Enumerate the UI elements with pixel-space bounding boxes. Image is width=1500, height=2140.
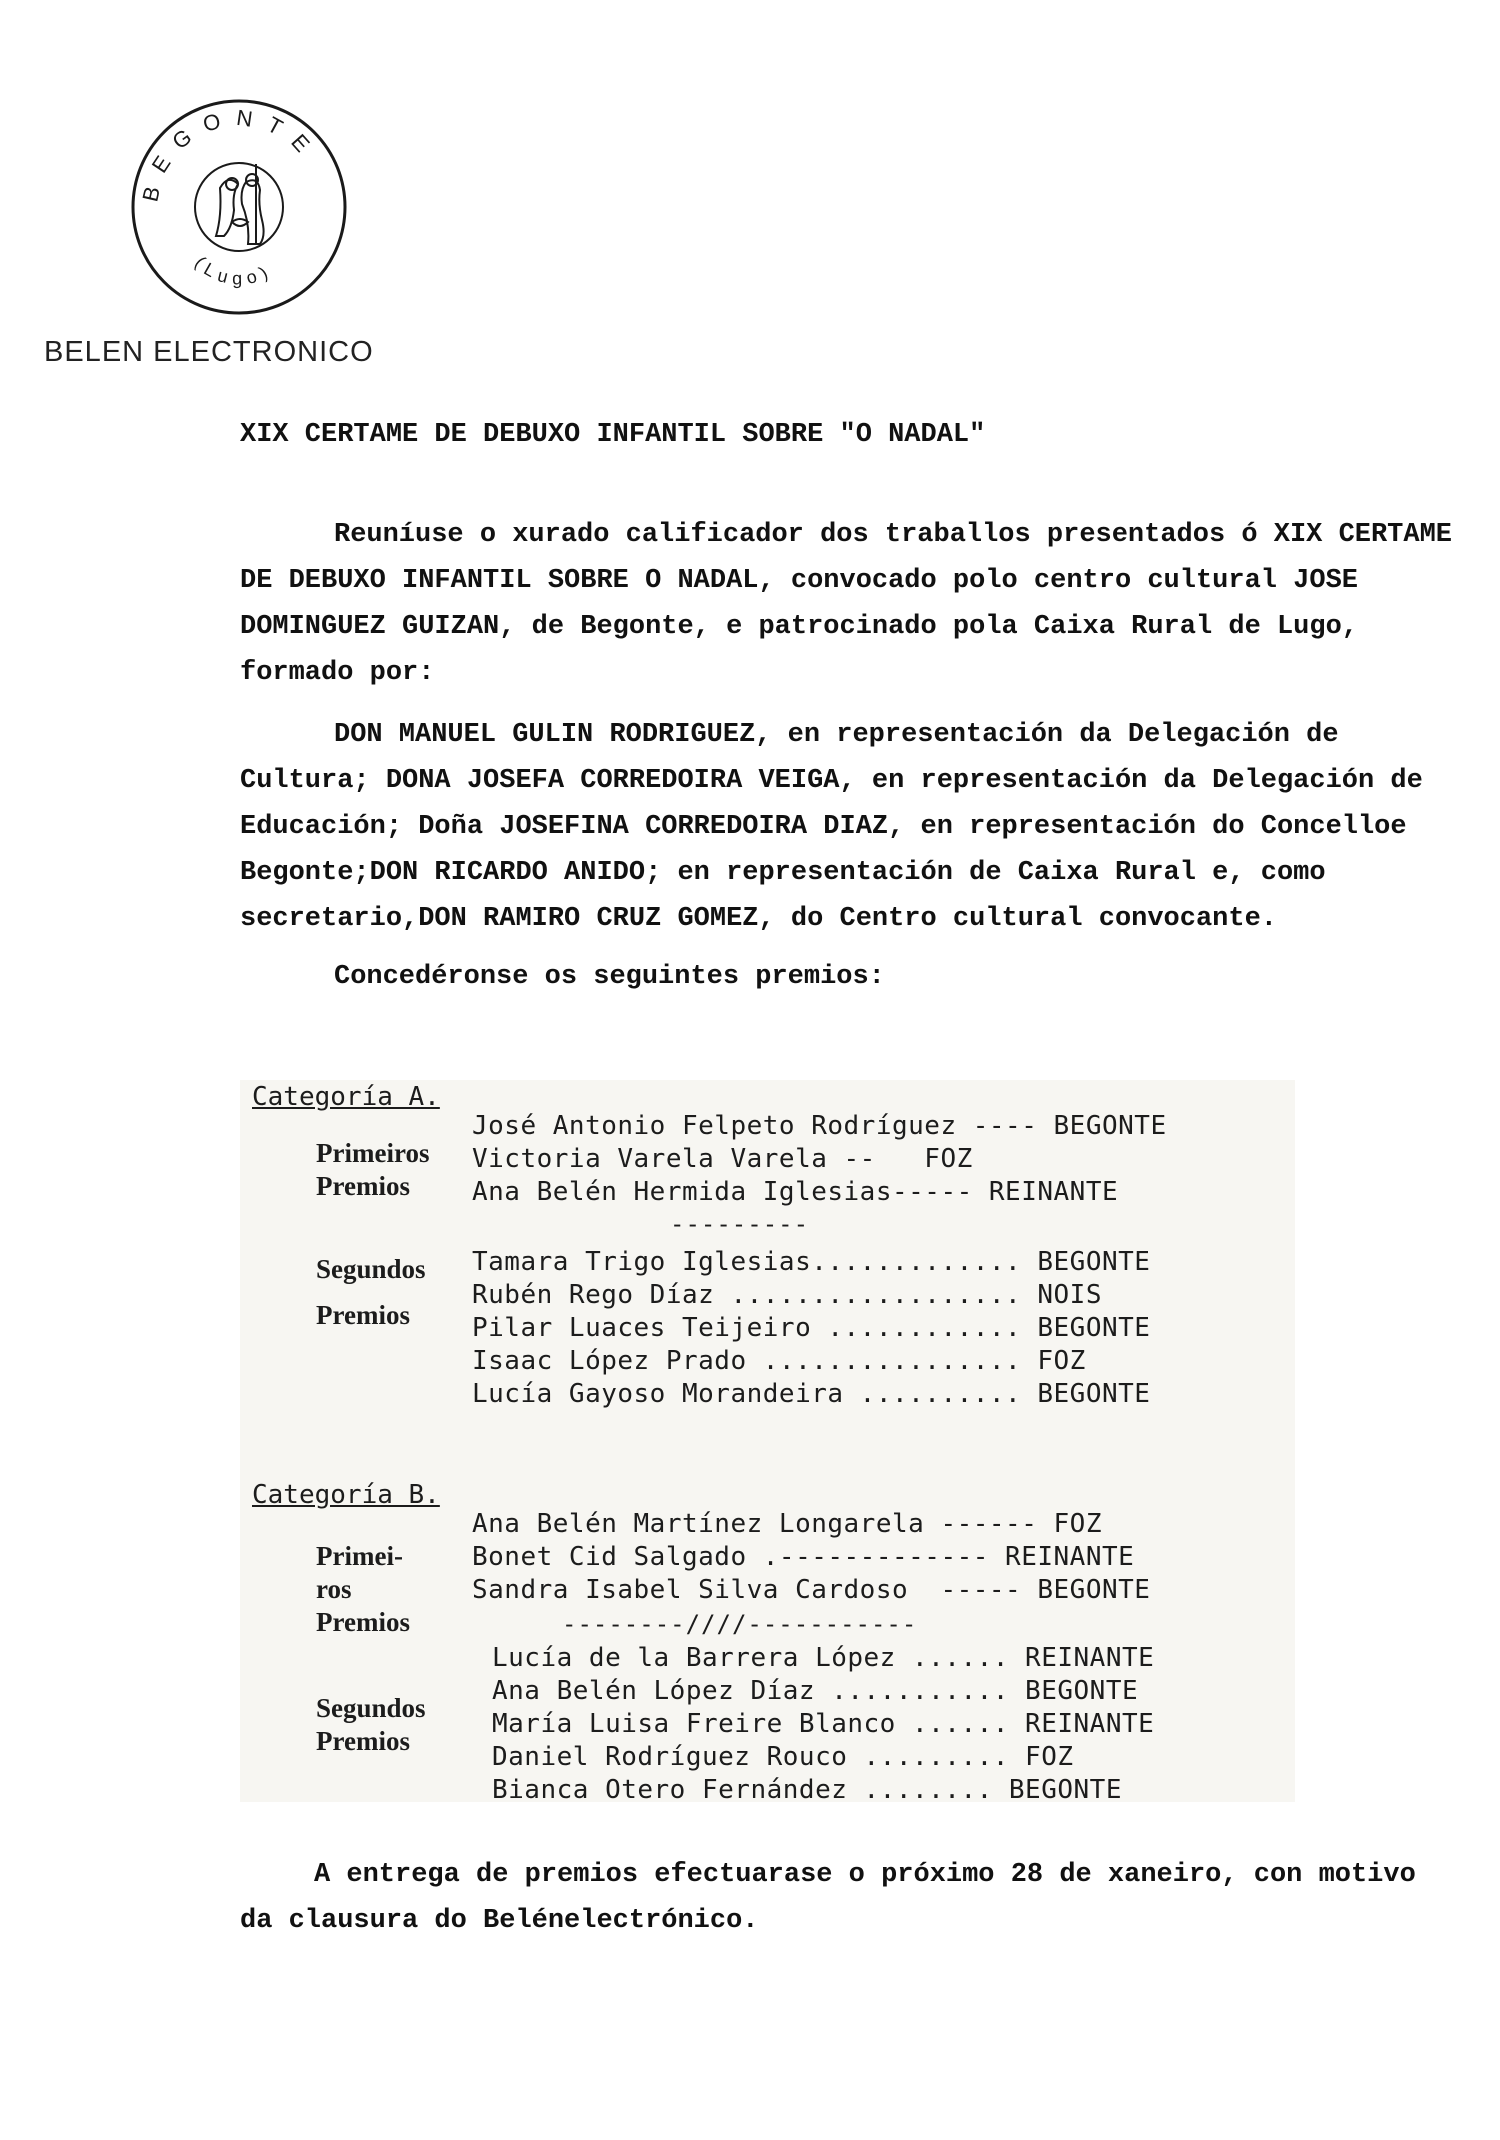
cat-b-second-prizes-label: Segundos Premios [316, 1693, 426, 1756]
paragraph-jury-text: Reuníuse o xurado calificador dos traballos presentados ó XIX CERTAME DE DEBUXO INFANTIL SOBRE O NADAL, convocado polo centro cultural JOSE DOMINGUEZ GUIZAN, de Begonte, e patrocinado pola Caixa Rural de Lugo, formado por: [240, 520, 1452, 688]
winner-row: Lucía de la Barrera López ...... REINANTE [492, 1643, 1155, 1673]
winner-row: Pilar Luaces Teijeiro ............ BEGONTE [472, 1313, 1151, 1343]
winner-row: Bianca Otero Fernández ........ BEGONTE [492, 1775, 1122, 1805]
svg-text:(Lugo) [191, 252, 276, 288]
closing-paragraph-text: A entrega de premios efectuarase o próximo 28 de xaneiro, con motivo da clausura do Belénelectrónico. [240, 1860, 1416, 1936]
paragraph-members-text: DON MANUEL GULIN RODRIGUEZ, en representación da Delegación de Cultura; DONA JOSEFA CORREDOIRA VEIGA, en representación da Delegación de Educación; Doña JOSEFINA CORREDOIRA DIAZ, en representación do Concelloe Begonte;DON RICARDO ANIDO; en representación de Caixa Rural e, como secretario,DON RAMIRO CRUZ GOMEZ, do Centro cultural convocante. [240, 720, 1423, 934]
seal-text-top: BEGONTE [137, 104, 325, 204]
paragraph-members [240, 712, 1460, 942]
cat-a-first-prizes-label: Primeiros Premios [316, 1138, 430, 1201]
winner-row: Sandra Isabel Silva Cardoso ----- BEGONTE [472, 1575, 1151, 1605]
winner-row: Victoria Varela Varela -- FOZ [472, 1144, 973, 1174]
begonte-seal-logo [128, 96, 350, 318]
category-a-label: Categoría A. [252, 1082, 440, 1112]
seal-text-bottom: (Lugo) [190, 252, 277, 289]
winner-row: Tamara Trigo Iglesias............. BEGONTE [472, 1247, 1151, 1277]
winner-row: Ana Belén Hermida Iglesias----- REINANTE [472, 1177, 1119, 1207]
paragraph-jury [240, 512, 1460, 696]
closing-paragraph [240, 1852, 1460, 1944]
winner-row: Isaac López Prado ................ FOZ [472, 1346, 1086, 1376]
paragraph-prizes-intro-text: Concedéronse os seguintes premios: [334, 962, 885, 992]
divider-line: --------- [670, 1210, 810, 1238]
winner-row: Lucía Gayoso Morandeira .......... BEGONTE [472, 1379, 1151, 1409]
cat-a-second-prizes-label: Segundos Premios [316, 1254, 426, 1330]
paragraph-prizes-intro [240, 954, 1460, 1000]
org-name: BELEN ELECTRONICO [44, 336, 374, 368]
winner-row: Daniel Rodríguez Rouco ......... FOZ [492, 1742, 1074, 1772]
prize-list-insert [240, 1080, 1295, 1805]
category-b-label: Categoría B. [252, 1480, 440, 1510]
divider-line: --------////----------- [562, 1610, 918, 1638]
winner-row: Rubén Rego Díaz .................. NOIS [472, 1280, 1102, 1310]
cat-b-first-prizes-label: Primei- ros Premios [316, 1541, 410, 1637]
winner-row: José Antonio Felpeto Rodríguez ---- BEGONTE [472, 1111, 1167, 1141]
winner-row: Ana Belén López Díaz ........... BEGONTE [492, 1676, 1139, 1706]
winner-row: Bonet Cid Salgado .------------- REINANTE [472, 1542, 1135, 1572]
winner-row: María Luisa Freire Blanco ...... REINANTE [492, 1709, 1155, 1739]
document-title: XIX CERTAME DE DEBUXO INFANTIL SOBRE "O NADAL" [240, 420, 986, 450]
letter-body [240, 420, 1460, 1000]
winner-row: Ana Belén Martínez Longarela ------ FOZ [472, 1509, 1102, 1539]
